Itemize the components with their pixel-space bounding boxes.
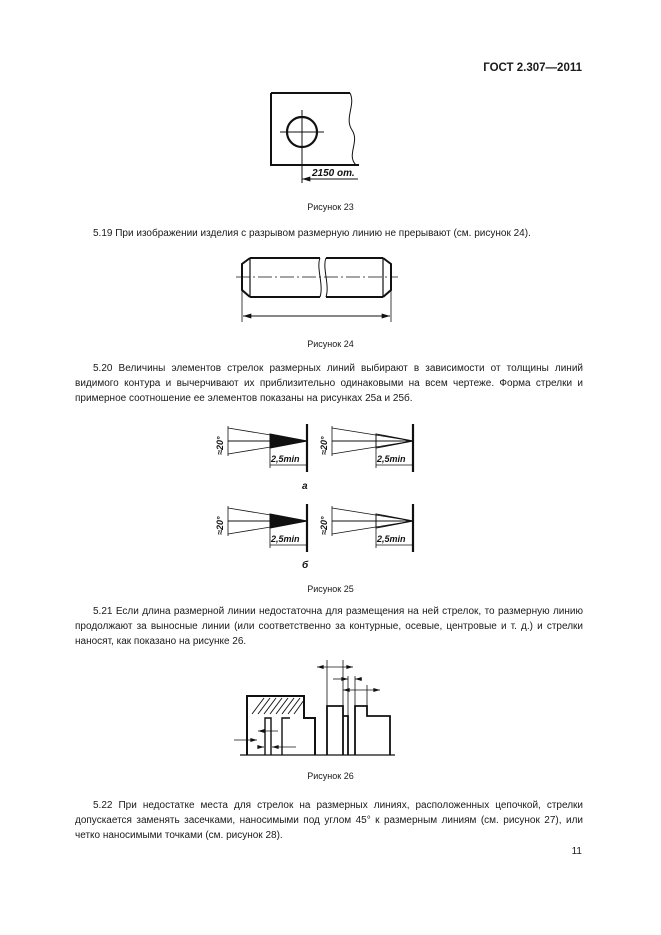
paragraph-5-21: 5.21 Если длина размерной линии недостаточна для размещения на ней стрелок, то размерную линию продолжают за выносные линии (или соответственно за контурные, осевые, центровые и т. д.) и стрелки наносят, как показано на рисунке 26. — [75, 606, 583, 647]
fig25-angle-label-4: ≈20° — [319, 516, 329, 535]
figure-24-caption: Рисунок 24 — [307, 339, 354, 349]
standard-header: ГОСТ 2.307—2011 — [483, 62, 582, 74]
fig25-label-a: а — [302, 481, 308, 492]
page-number: 11 — [571, 846, 582, 857]
paragraph-5-22: 5.22 При недостатке места для стрелок на размерных линиях, расположенных цепочкой, стрелки допускается заменять засечками, наносимыми под углом 45° к размерным линиям (см. рисунок 27), или четко наносимыми точками (см. рисунок 28). — [75, 800, 583, 841]
figure-26-caption: Рисунок 26 — [307, 771, 354, 781]
figure-25-caption: Рисунок 25 — [307, 584, 354, 594]
figure-26-drawing — [234, 660, 395, 755]
figure-24-drawing — [236, 258, 398, 322]
fig25-angle-label-2: ≈20° — [319, 436, 329, 455]
fig25-angle-label-3: ≈20° — [215, 516, 225, 535]
fig25-length-label-1: 2,5min — [271, 454, 300, 464]
fig25-length-label-2: 2,5min — [377, 454, 406, 464]
fig25-label-b: б — [302, 560, 309, 571]
paragraph-5-19: 5.19 При изображении изделия с разрывом размерную линию не прерывают (см. рисунок 24). — [93, 228, 531, 239]
fig25-angle-label-1: ≈20° — [215, 436, 225, 455]
paragraph-5-20: 5.20 Величины элементов стрелок размерных линий выбирают в зависимости от толщины линий видимого контура и вычерчивают их приблизительно одинаковыми на всем чертеже. Форма стрелки и примерное соотношение ее элементов показаны на рисунках 25а и 25б. — [75, 363, 583, 404]
fig25-length-label-3: 2,5min — [271, 534, 300, 544]
figure-23-caption: Рисунок 23 — [307, 202, 354, 212]
fig25-length-label-4: 2,5min — [377, 534, 406, 544]
figure-23-dimension: 2150 от. — [312, 168, 355, 179]
